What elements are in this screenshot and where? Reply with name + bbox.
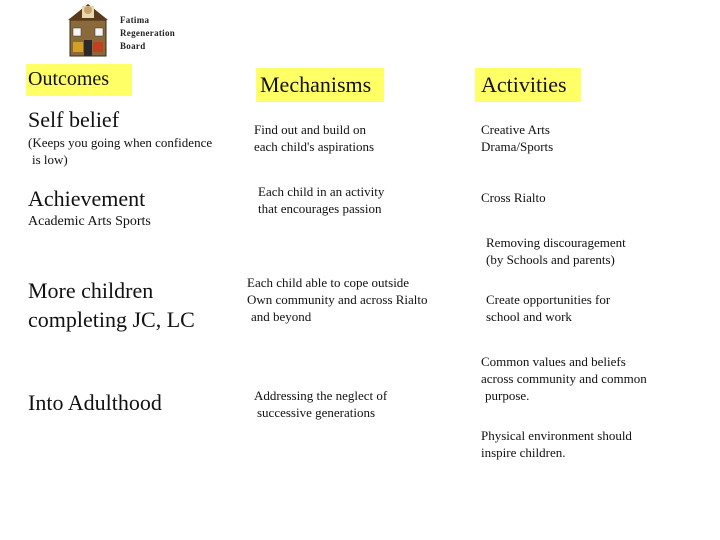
logo-line: Regeneration bbox=[120, 28, 176, 38]
mechanism-line: Each child in an activity bbox=[258, 184, 385, 199]
outcome-line: completing JC, LC bbox=[28, 307, 195, 332]
outcomes-header: Outcomes bbox=[26, 64, 132, 96]
mechanism-neglect bbox=[254, 387, 387, 421]
activity-opportunities bbox=[486, 291, 610, 325]
activity-line: Creative Arts bbox=[481, 122, 550, 137]
outcome-achievement-note: Academic Arts Sports bbox=[28, 214, 151, 229]
mechanism-aspirations bbox=[254, 121, 374, 155]
activity-line: Create opportunities for bbox=[486, 292, 611, 307]
mechanism-line: that encourages passion bbox=[258, 201, 382, 216]
mechanism-line: Addressing the neglect of bbox=[254, 388, 388, 403]
logo-line: Board bbox=[120, 41, 146, 51]
activity-line: (by Schools and parents) bbox=[486, 252, 615, 267]
outcome-self-belief: Self belief bbox=[28, 107, 120, 132]
activity-physical-environment bbox=[481, 427, 632, 461]
outcome-more-children bbox=[28, 276, 195, 334]
mechanism-line: and beyond bbox=[251, 309, 312, 324]
activity-cross-rialto: Cross Rialto bbox=[481, 190, 546, 205]
logo-line: Fatima bbox=[120, 15, 150, 25]
logo-icon bbox=[64, 0, 112, 60]
activity-line: inspire children. bbox=[481, 445, 566, 460]
logo-text bbox=[120, 14, 175, 53]
mechanism-line: successive generations bbox=[257, 405, 376, 420]
note-line: (Keeps you going when confidence bbox=[28, 135, 213, 150]
mechanism-activity bbox=[258, 183, 384, 217]
activity-common-values bbox=[481, 353, 647, 404]
activity-line: Drama/Sports bbox=[481, 139, 554, 154]
activity-line: Physical environment should bbox=[481, 428, 632, 443]
mechanisms-header: Mechanisms bbox=[256, 68, 384, 102]
note-line: is low) bbox=[32, 152, 68, 167]
outcome-self-belief-note bbox=[28, 134, 212, 168]
activity-creative-arts bbox=[481, 121, 553, 155]
outcome-achievement: Achievement bbox=[28, 186, 146, 211]
activity-discouragement bbox=[486, 234, 626, 268]
activity-line: Common values and beliefs bbox=[481, 354, 626, 369]
activity-line: Removing discouragement bbox=[486, 235, 626, 250]
outcome-line: More children bbox=[28, 278, 154, 303]
mechanism-line: each child's aspirations bbox=[254, 139, 375, 154]
outcome-adulthood: Into Adulthood bbox=[28, 390, 162, 415]
mechanism-line: Own community and across Rialto bbox=[247, 292, 428, 307]
mechanism-line: Find out and build on bbox=[254, 122, 366, 137]
mechanism-cope-outside bbox=[247, 274, 428, 325]
activity-line: school and work bbox=[486, 309, 572, 324]
activity-line: purpose. bbox=[485, 388, 530, 403]
mechanism-line: Each child able to cope outside bbox=[247, 275, 410, 290]
activity-line: across community and common bbox=[481, 371, 647, 386]
activities-header: Activities bbox=[475, 68, 581, 102]
